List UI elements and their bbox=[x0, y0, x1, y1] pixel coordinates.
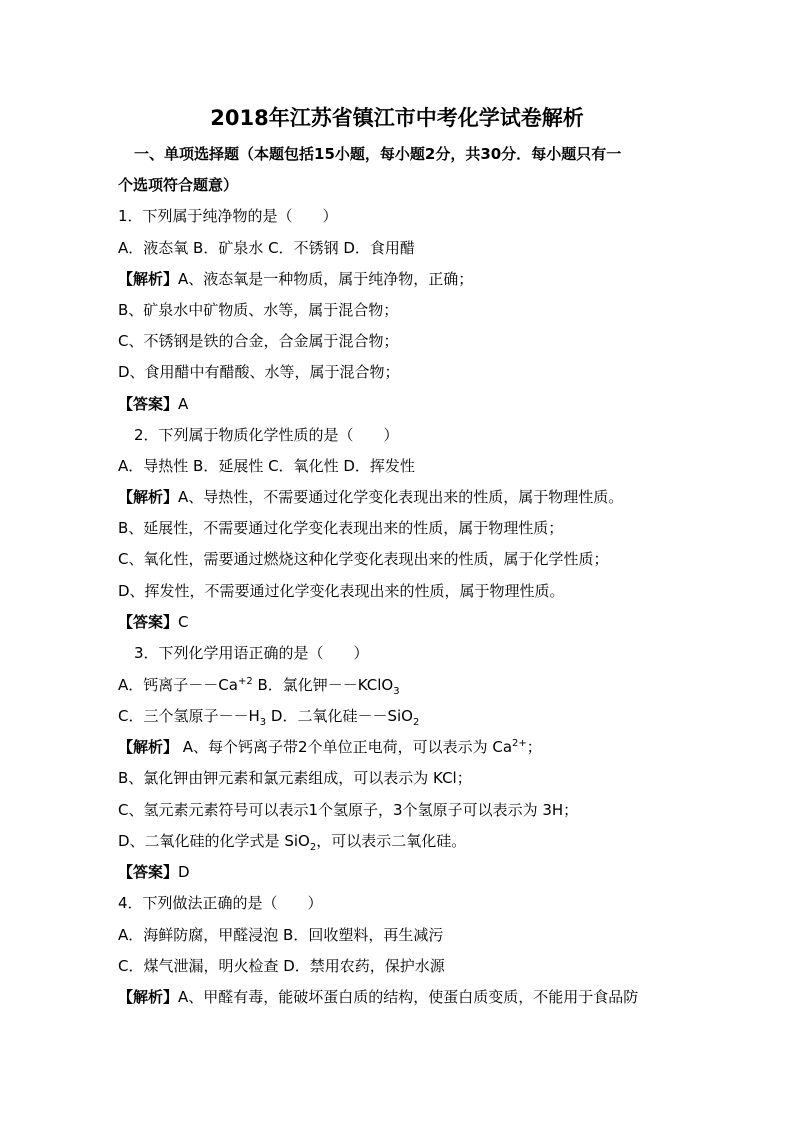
q3-analysis-end: ； bbox=[526, 738, 542, 756]
q3-analysis-line2: B、氯化钾由钾元素和氯元素组成，可以表示为 KCl； bbox=[118, 769, 472, 787]
q3-options-ab bbox=[118, 674, 400, 696]
q3-analysis-line4-text: D、二氧化硅的化学式是 SiO bbox=[118, 832, 310, 850]
q1-analysis-line1 bbox=[118, 268, 473, 290]
q3-option-a: A．钙离子－－Ca bbox=[118, 676, 238, 694]
q1-analysis-line2: B、矿泉水中矿物质、水等，属于混合物； bbox=[118, 301, 399, 319]
q3-option-d: D．二氧化硅－－SiO bbox=[266, 707, 413, 725]
q4-stem: 4．下列做法正确的是（ ） bbox=[118, 894, 323, 912]
q3-options-cd bbox=[118, 705, 419, 727]
q3-answer bbox=[118, 861, 190, 883]
q2-analysis-line4: D、挥发性，不需要通过化学变化表现出来的性质，属于物理性质。 bbox=[118, 582, 565, 600]
q1-analysis-line4: D、食用醋中有醋酸、水等，属于混合物； bbox=[118, 363, 400, 381]
section-heading-line1: 一、单项选择题（本题包括15小题，每小题2分，共30分．每小题只有一 bbox=[134, 145, 622, 163]
answer-label: 【答案】 bbox=[118, 395, 179, 413]
q3-analysis-line4-sub: 2 bbox=[309, 842, 317, 853]
q2-stem: 2．下列属于物质化学性质的是（ ） bbox=[134, 426, 399, 444]
q1-analysis-text: A、液态氧是一种物质，属于纯净物，正确； bbox=[178, 270, 474, 288]
q3-option-b: B．氯化钾－－KClO bbox=[252, 676, 394, 694]
q2-analysis-line1 bbox=[118, 486, 623, 508]
q3-option-c-sub: 3 bbox=[259, 717, 267, 728]
q1-stem: 1．下列属于纯净物的是（ ） bbox=[118, 207, 338, 225]
q3-analysis-line1 bbox=[118, 736, 542, 758]
q2-options: A．导热性 B．延展性 C．氧化性 D．挥发性 bbox=[118, 457, 415, 475]
answer-label: 【答案】 bbox=[118, 613, 179, 631]
q3-answer-value: D bbox=[178, 863, 190, 881]
q3-option-c: C．三个氢原子－－H bbox=[118, 707, 260, 725]
analysis-label: 【解析】 bbox=[118, 270, 179, 288]
q2-analysis-line2: B、延展性，不需要通过化学变化表现出来的性质，属于物理性质； bbox=[118, 519, 564, 537]
q1-answer-value: A bbox=[178, 395, 189, 413]
q4-analysis-line1 bbox=[118, 986, 638, 1008]
q3-analysis-line4-end: ，可以表示二氧化硅。 bbox=[316, 832, 467, 850]
analysis-label: 【解析】 bbox=[118, 488, 179, 506]
q2-analysis-text: A、导热性，不需要通过化学变化表现出来的性质，属于物理性质。 bbox=[178, 488, 624, 506]
section-heading-line2: 个选项符合题意） bbox=[118, 176, 239, 194]
analysis-label: 【解析】 bbox=[118, 988, 179, 1006]
q1-analysis-line3: C、不锈钢是铁的合金，合金属于混合物； bbox=[118, 332, 399, 350]
q2-answer bbox=[118, 611, 189, 633]
q3-analysis-line3: C、氢元素元素符号可以表示1个氢原子，3个氢原子可以表示为 3H； bbox=[118, 801, 579, 819]
answer-label: 【答案】 bbox=[118, 863, 179, 881]
analysis-label: 【解析】 bbox=[118, 738, 179, 756]
q2-analysis-line3: C、氧化性，需要通过燃烧这种化学变化表现出来的性质，属于化学性质； bbox=[118, 550, 609, 568]
q3-option-b-sub: 3 bbox=[393, 686, 400, 697]
q3-option-d-sub: 2 bbox=[412, 717, 420, 728]
q3-analysis-sup: 2+ bbox=[512, 738, 527, 749]
page-title: 2018年江苏省镇江市中考化学试卷解析 bbox=[210, 106, 584, 130]
q4-analysis-text: A、甲醛有毒，能破坏蛋白质的结构，使蛋白质变质，不能用于食品防 bbox=[178, 988, 639, 1006]
q4-options-cd: C．煤气泄漏，明火检查 D．禁用农药，保护水源 bbox=[118, 957, 445, 975]
q3-option-a-sup: +2 bbox=[237, 676, 253, 687]
q2-answer-value: C bbox=[178, 613, 189, 631]
q4-options-ab: A．海鲜防腐，甲醛浸泡 B．回收塑料，再生减污 bbox=[118, 926, 444, 944]
q1-answer bbox=[118, 393, 188, 415]
q3-analysis-line4 bbox=[118, 830, 466, 852]
q3-stem: 3．下列化学用语正确的是（ ） bbox=[134, 644, 369, 662]
q1-options: A．液态氧 B．矿泉水 C．不锈钢 D．食用醋 bbox=[118, 239, 415, 257]
q3-analysis-text: A、每个钙离子带2个单位正电荷，可以表示为 Ca bbox=[178, 738, 513, 756]
